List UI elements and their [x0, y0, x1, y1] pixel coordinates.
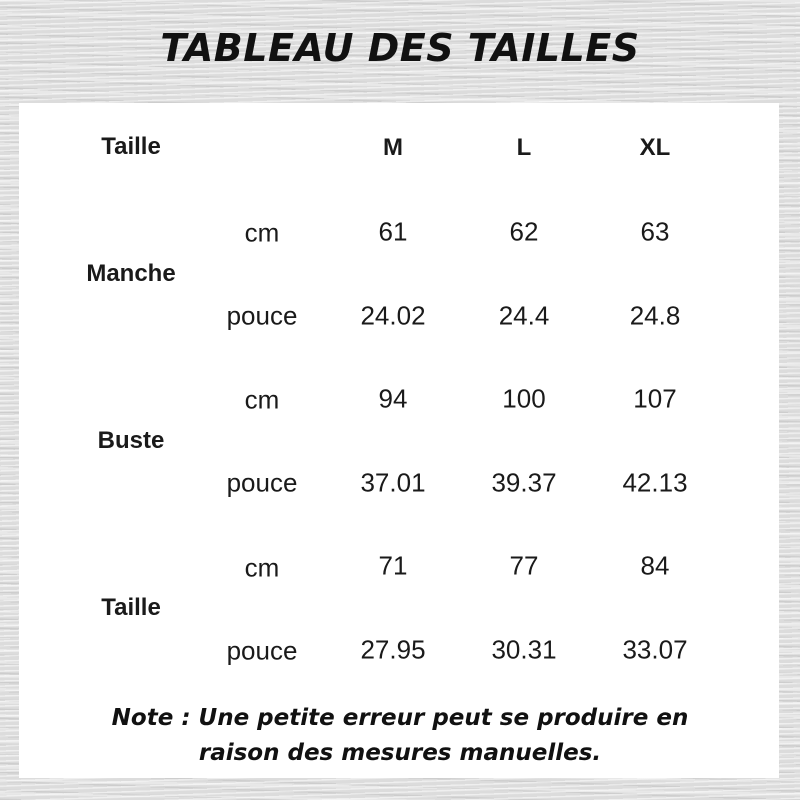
- row-label-buste: Buste: [97, 427, 165, 454]
- table-cell: 24.8: [629, 300, 681, 331]
- measurement-note: [0, 701, 800, 771]
- unit-label-cm: cm: [244, 384, 280, 415]
- unit-label-pouce: pouce: [226, 635, 298, 666]
- table-cell: 37.01: [360, 467, 426, 498]
- table-cell: 61: [378, 216, 408, 247]
- table-cell: 63: [640, 216, 670, 247]
- table-header-corner: Taille: [101, 133, 161, 160]
- table-cell: 42.13: [622, 467, 688, 498]
- table-cell: 30.31: [491, 634, 557, 665]
- unit-label-pouce: pouce: [226, 467, 298, 498]
- column-header-m: M: [383, 134, 403, 161]
- unit-label-pouce: pouce: [226, 300, 298, 331]
- row-label-taille: Taille: [101, 594, 161, 621]
- unit-label-cm: cm: [244, 552, 280, 583]
- table-cell: 71: [378, 550, 408, 581]
- table-cell: 39.37: [491, 467, 557, 498]
- column-header-xl: XL: [639, 134, 671, 161]
- table-cell: 94: [378, 383, 408, 414]
- note-line-2: raison des mesures manuelles.: [198, 740, 602, 766]
- note-line-1: Note : Une petite erreur peut se produire en: [111, 705, 689, 731]
- unit-label-cm: cm: [244, 217, 280, 248]
- table-cell: 27.95: [360, 634, 426, 665]
- table-cell: 24.4: [498, 300, 550, 331]
- page-title: TABLEAU DES TAILLES: [160, 26, 640, 70]
- table-cell: 33.07: [622, 634, 688, 665]
- table-cell: 84: [640, 550, 670, 581]
- column-header-l: L: [516, 134, 532, 161]
- table-cell: 24.02: [360, 300, 426, 331]
- table-cell: 62: [509, 216, 539, 247]
- table-cell: 107: [633, 383, 677, 414]
- row-label-manche: Manche: [86, 260, 176, 287]
- table-cell: 100: [502, 383, 546, 414]
- table-cell: 77: [509, 550, 539, 581]
